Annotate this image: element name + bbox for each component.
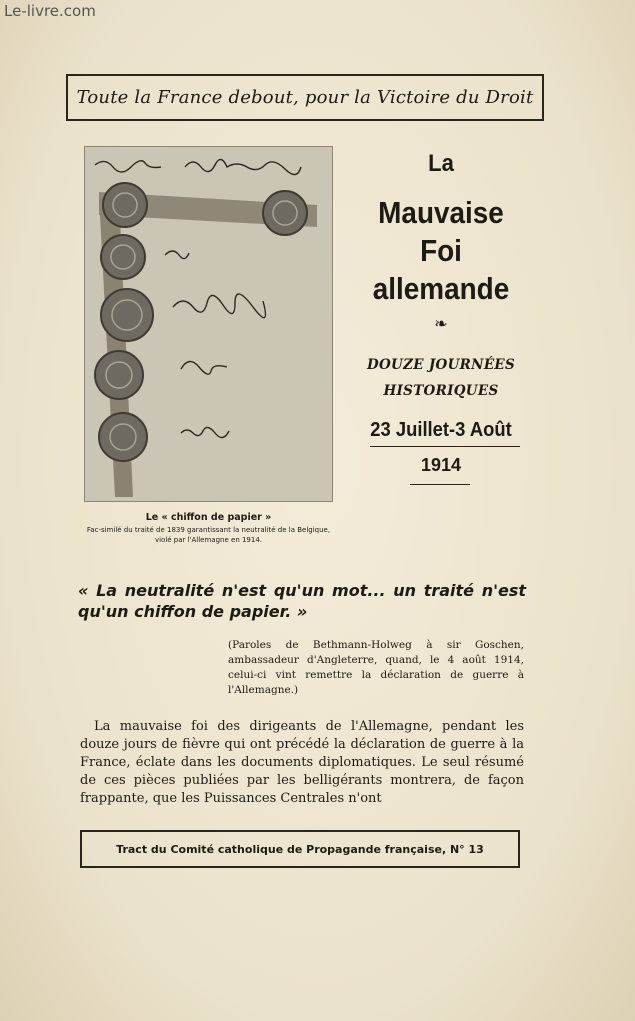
image-caption <box>86 512 331 545</box>
tract-footer <box>80 830 520 868</box>
caption-text: Fac-similé du traité de 1839 garantissant la neutralité de la Belgique, violé par l'Allemagne en 1914. <box>86 526 331 544</box>
subtitle-line-2: HISTORIQUES <box>383 383 499 399</box>
treaty-facsimile-image <box>84 146 333 502</box>
divider <box>410 484 470 485</box>
title-block <box>346 150 536 333</box>
year: 1914 <box>420 455 462 475</box>
subtitle <box>346 352 536 404</box>
title-line-2: Mauvaise Foi <box>378 195 504 268</box>
slogan-text: Toute la France debout, pour la Victoire du Droit <box>76 87 534 108</box>
title-line-3: allemande <box>372 271 510 306</box>
slogan-banner <box>66 74 544 121</box>
quote-attribution: (Paroles de Bethmann-Holweg à sir Goschen, ambassadeur d'Angleterre, quand, le 4 août 1914, celui-ci vint remettre la déclaration de guerre à l'Allemagne.) <box>228 639 524 696</box>
tract-label: Tract du Comité catholique de Propagande française, N° 13 <box>116 842 484 856</box>
watermark: Le-livre.com <box>4 2 96 20</box>
caption-title: Le « chiffon de papier » <box>145 512 272 523</box>
body-paragraph: La mauvaise foi des dirigeants de l'Allemagne, pendant les douze jours de fièvre qui ont précédé la déclaration de guerre à la France, éclate dans les documents diplomatiques. Le seul résumé de ces pièces publiées par les belligérants montrera, de façon frappante, que les Puissances Centrales n'ont <box>80 719 524 806</box>
title-line-1: La <box>428 150 454 177</box>
subtitle-line-1: DOUZE JOURNÉES <box>366 357 516 373</box>
quotation: « La neutralité n'est qu'un mot... un traité n'est qu'un chiffon de papier. » <box>78 581 526 621</box>
ornament-icon: ❧ <box>434 314 448 333</box>
divider <box>370 446 520 447</box>
date-range: 23 Juillet-3 Août <box>370 419 512 441</box>
